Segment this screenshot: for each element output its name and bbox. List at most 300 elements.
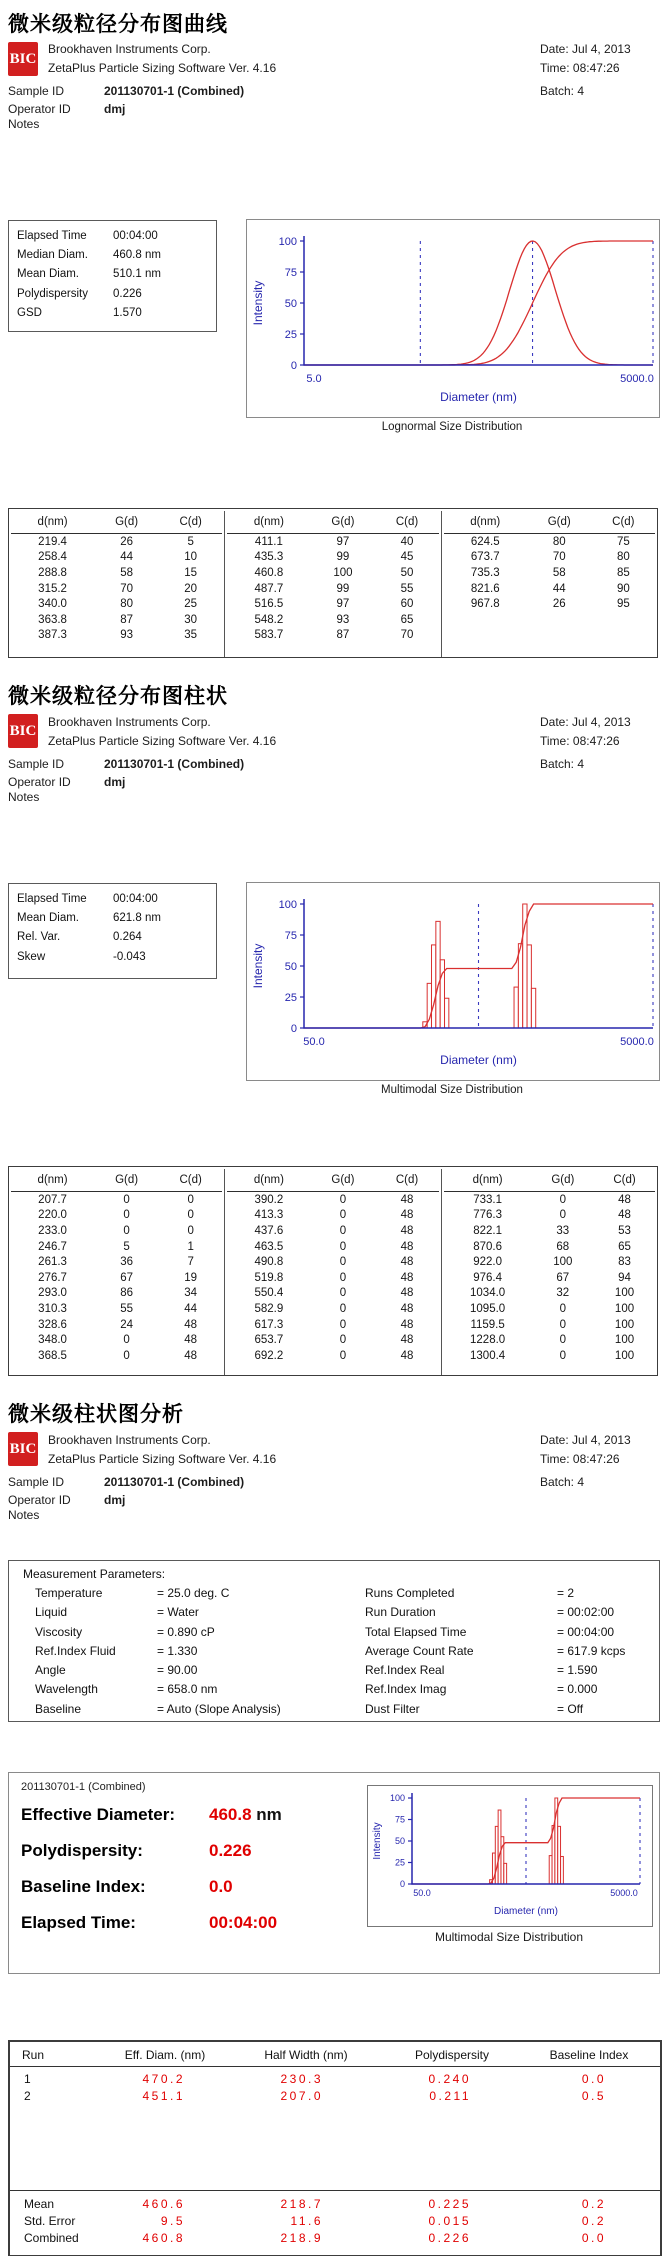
- results-panel: [8, 1772, 660, 1974]
- table-cell: 0: [123, 1334, 130, 1347]
- parameter-label: Average Count Rate: [365, 1643, 474, 1658]
- table-cell: 413.3: [254, 1209, 284, 1222]
- table-header-cell: d(nm): [11, 1169, 94, 1192]
- stat-label: Skew: [17, 950, 46, 963]
- table-cell: 0: [339, 1318, 347, 1331]
- table-cell: 48: [618, 1193, 631, 1206]
- batch-number: Batch: 4: [540, 84, 585, 98]
- table-cell: 48: [400, 1193, 414, 1206]
- table-row: [227, 550, 438, 566]
- table-cell: 735.3: [470, 566, 500, 579]
- table-cell: 48: [184, 1349, 198, 1362]
- measurement-parameters-title: Measurement Parameters:: [23, 1567, 166, 1581]
- table-cell: 583.7: [254, 629, 284, 642]
- table-cell: 99: [336, 551, 350, 564]
- table-cell: 44: [120, 551, 133, 564]
- lognormal-distribution-chart: [246, 219, 660, 418]
- table-cell: 653.7: [254, 1334, 284, 1347]
- result-row: [9, 1805, 369, 1829]
- table-header-cell: d(nm): [227, 511, 310, 534]
- table-row: [227, 1192, 438, 1208]
- table-row: [444, 1192, 655, 1208]
- parameter-value: = Off: [557, 1701, 584, 1716]
- run-results-table: [8, 2040, 662, 2256]
- run-header-cell: Eff. Diam. (nm): [124, 2048, 206, 2062]
- table-cell: 0: [187, 1209, 194, 1222]
- parameter-value: = 1.590: [557, 1663, 598, 1678]
- table-row: [444, 1270, 655, 1286]
- table-row: [11, 581, 222, 597]
- multimodal-chart-svg: [247, 883, 659, 1080]
- table-cell: 93: [120, 629, 133, 642]
- table-cell: 75: [616, 535, 630, 548]
- result-label: Polydispersity:: [21, 1841, 143, 1860]
- table-cell: 0: [339, 1224, 347, 1237]
- table-cell: 48: [400, 1224, 414, 1237]
- logo-text: BIC: [9, 50, 37, 67]
- table-row: [11, 1254, 222, 1270]
- table-row: [227, 1286, 438, 1302]
- table-row: [444, 1317, 655, 1333]
- svg-text:25: 25: [284, 328, 297, 341]
- run-value-cell: 460.8: [142, 2231, 185, 2245]
- table-cell: 100: [614, 1334, 635, 1347]
- table-row: [227, 612, 438, 628]
- table-cell: 83: [618, 1256, 631, 1269]
- table-row: [227, 1239, 438, 1255]
- table-cell: 100: [333, 566, 353, 579]
- table-row: [227, 581, 438, 597]
- header-underline: [10, 2066, 660, 2067]
- table-cell: 67: [120, 1271, 133, 1284]
- table-row: [227, 1301, 438, 1317]
- table-header-cell: d(nm): [444, 1169, 532, 1192]
- table-cell: 207.7: [38, 1193, 67, 1206]
- table-cell: 0: [559, 1318, 567, 1331]
- table-header-cell: G(d): [94, 511, 159, 534]
- table-row: [227, 1348, 438, 1364]
- table-cell: 65: [618, 1240, 631, 1253]
- table-cell: 48: [400, 1334, 414, 1347]
- svg-text:75: 75: [284, 929, 297, 942]
- result-number: 0.226: [209, 1841, 252, 1860]
- table-header-cell: G(d): [310, 1169, 375, 1192]
- table-row: [227, 1223, 438, 1239]
- table-header-row: [11, 511, 222, 534]
- software-version: ZetaPlus Particle Sizing Software Ver. 4.16: [48, 734, 277, 748]
- svg-text:75: 75: [284, 266, 297, 279]
- table-row: [444, 1239, 655, 1255]
- table-cell: 976.4: [473, 1271, 502, 1284]
- sample-id-value: 201130701-1 (Combined): [104, 84, 245, 98]
- table-header-cell: G(d): [94, 1169, 159, 1192]
- operator-id-value: dmj: [104, 775, 126, 789]
- table-cell: 519.8: [254, 1271, 284, 1284]
- result-unit: nm: [251, 1805, 282, 1824]
- table-cell: 390.2: [254, 1193, 284, 1206]
- run-value-cell: 218.9: [280, 2231, 323, 2245]
- sample-id-label: Sample ID: [8, 757, 65, 771]
- table-cell: 86: [120, 1287, 133, 1300]
- multimodal-distribution-table: [8, 1166, 658, 1376]
- table-cell: 368.5: [38, 1349, 67, 1362]
- lognormal-distribution-table: [8, 508, 658, 658]
- table-row: [11, 1239, 222, 1255]
- table-header-cell: C(d): [159, 511, 222, 534]
- svg-text:Diameter (nm): Diameter (nm): [440, 1053, 517, 1067]
- table-cell: 24: [120, 1318, 133, 1331]
- parameter-value: = 1.330: [157, 1643, 198, 1658]
- table-cell: 387.3: [38, 629, 67, 642]
- table-cell: 310.3: [38, 1302, 67, 1315]
- table-header-row: [11, 1169, 222, 1192]
- table-cell: 55: [400, 582, 414, 595]
- table-cell: 85: [616, 566, 630, 579]
- table-cell: 692.2: [254, 1349, 284, 1362]
- table-cell: 48: [184, 1334, 198, 1347]
- stat-label: Elapsed Time: [17, 230, 87, 242]
- table-row: [444, 1223, 655, 1239]
- report-time: Time: 08:47:26: [540, 734, 620, 748]
- table-cell: 20: [184, 582, 198, 595]
- svg-text:100: 100: [278, 898, 297, 911]
- table-cell: 0: [123, 1193, 130, 1206]
- table-cell: 0: [339, 1349, 347, 1362]
- lognormal-chart-caption: Lognormal Size Distribution: [381, 421, 523, 433]
- table-cell: 50: [400, 566, 414, 579]
- stat-value: 0.226: [113, 287, 142, 300]
- table-row: [227, 1208, 438, 1224]
- section3-title: 微米级柱状图分析: [8, 1403, 184, 1426]
- table-cell: 0: [123, 1209, 130, 1222]
- stat-label: Polydispersity: [17, 287, 88, 300]
- stat-row: [9, 285, 216, 304]
- table-row: [444, 534, 655, 550]
- brookhaven-logo-icon: [8, 1432, 38, 1466]
- stat-row: [9, 246, 216, 265]
- run-value-cell: 460.6: [142, 2197, 185, 2211]
- table-cell: 100: [614, 1349, 635, 1362]
- table-cell: 624.5: [470, 535, 500, 548]
- svg-text:100: 100: [389, 1793, 405, 1804]
- brookhaven-logo-icon: [8, 42, 38, 76]
- svg-text:Diameter (nm): Diameter (nm): [494, 1906, 558, 1917]
- table-cell: 99: [336, 582, 350, 595]
- stat-label: Mean Diam.: [17, 268, 79, 281]
- notes-label: Notes: [8, 1508, 40, 1522]
- table-row: [11, 1270, 222, 1286]
- table-cell: 548.2: [254, 613, 284, 626]
- measurement-parameters-box: [8, 1560, 660, 1722]
- notes-label: Notes: [8, 790, 40, 804]
- parameter-label: Ref.Index Real: [365, 1663, 445, 1678]
- parameter-value: = Auto (Slope Analysis): [157, 1701, 281, 1716]
- table-cell: 258.4: [38, 551, 67, 564]
- table-cell: 58: [120, 566, 133, 579]
- table-cell: 0: [339, 1287, 347, 1300]
- report-date: Date: Jul 4, 2013: [540, 42, 631, 56]
- parameter-label: Baseline: [35, 1701, 82, 1716]
- table-cell: 26: [552, 598, 566, 611]
- measurement-parameters-right-column: [365, 1584, 625, 1719]
- svg-text:100: 100: [278, 235, 297, 248]
- table-header-cell: G(d): [532, 1169, 594, 1192]
- table-row: [444, 565, 655, 581]
- table-row: [11, 1317, 222, 1333]
- table-row: [11, 1332, 222, 1348]
- table-cell: 261.3: [38, 1256, 67, 1269]
- parameter-label: Total Elapsed Time: [365, 1624, 467, 1639]
- svg-text:5000.0: 5000.0: [610, 1888, 638, 1898]
- table-cell: 516.5: [254, 598, 284, 611]
- parameter-label: Angle: [35, 1663, 66, 1678]
- table-cell: 1034.0: [470, 1287, 506, 1300]
- brookhaven-logo-icon: [8, 714, 38, 748]
- table-cell: 487.7: [254, 582, 284, 595]
- company-name: Brookhaven Instruments Corp.: [48, 715, 211, 729]
- table-cell: 94: [618, 1271, 631, 1284]
- table-cell: 97: [336, 598, 350, 611]
- table-cell: 1: [187, 1240, 194, 1253]
- result-number: 0.0: [209, 1877, 233, 1896]
- table-row: [444, 596, 655, 612]
- table-cell: 967.8: [470, 598, 500, 611]
- parameter-value: = 00:02:00: [557, 1605, 615, 1620]
- table-row: [444, 1348, 655, 1364]
- distribution-subtable: [11, 511, 222, 643]
- table-header-cell: C(d): [159, 1169, 222, 1192]
- svg-text:5000.0: 5000.0: [620, 373, 654, 385]
- table-row: [11, 628, 222, 644]
- table-cell: 733.1: [473, 1193, 502, 1206]
- stat-label: Rel. Var.: [17, 931, 61, 944]
- table-row: [444, 581, 655, 597]
- result-value: [209, 1805, 282, 1825]
- operator-id-value: dmj: [104, 1493, 126, 1507]
- summary-label: Std. Error: [24, 2214, 76, 2228]
- table-cell: 48: [400, 1209, 414, 1222]
- table-cell: 0: [187, 1224, 194, 1237]
- logo-text: BIC: [9, 1440, 37, 1457]
- table-cell: 363.8: [38, 613, 67, 626]
- table-cell: 437.6: [254, 1224, 284, 1237]
- report-date: Date: Jul 4, 2013: [540, 1433, 631, 1447]
- run-value-cell: 9.5: [160, 2214, 185, 2228]
- table-cell: 411.1: [254, 535, 283, 548]
- table-cell: 70: [552, 551, 566, 564]
- stat-row: [9, 948, 216, 967]
- table-row: [227, 1317, 438, 1333]
- table-cell: 100: [614, 1287, 635, 1300]
- parameter-value: = 0.890 cP: [157, 1624, 215, 1639]
- table-column-group: [224, 511, 440, 657]
- run-number-cell: 2: [24, 2089, 31, 2103]
- table-cell: 0: [123, 1349, 130, 1362]
- table-cell: 315.2: [38, 582, 67, 595]
- table-cell: 33: [556, 1224, 570, 1237]
- table-cell: 100: [614, 1318, 635, 1331]
- stat-value: 1.570: [113, 306, 142, 319]
- table-cell: 0: [559, 1349, 567, 1362]
- table-cell: 80: [552, 535, 566, 548]
- table-cell: 246.7: [38, 1240, 67, 1253]
- summary-label: Combined: [24, 2231, 79, 2245]
- table-cell: 32: [556, 1287, 570, 1300]
- result-number: 00:04:00: [209, 1913, 278, 1932]
- table-cell: 0: [339, 1271, 347, 1284]
- run-value-cell: 0.225: [428, 2197, 471, 2211]
- table-cell: 70: [400, 629, 414, 642]
- table-column-group: [224, 1169, 440, 1375]
- stat-value: 00:04:00: [113, 893, 158, 905]
- table-cell: 870.6: [473, 1240, 502, 1253]
- table-cell: 80: [616, 551, 630, 564]
- table-cell: 0: [123, 1224, 130, 1237]
- results-mini-chart: [367, 1785, 653, 1927]
- table-cell: 34: [184, 1287, 198, 1300]
- distribution-subtable: [227, 511, 438, 643]
- svg-text:50: 50: [284, 297, 297, 310]
- table-cell: 0: [339, 1193, 347, 1206]
- sample-id-label: Sample ID: [8, 1475, 65, 1489]
- table-cell: 582.9: [254, 1302, 284, 1315]
- table-header-cell: d(nm): [11, 511, 94, 534]
- parameter-label: Ref.Index Fluid: [35, 1643, 116, 1658]
- parameter-value: = 0.000: [557, 1682, 598, 1697]
- table-cell: 1228.0: [470, 1334, 506, 1347]
- table-cell: 48: [400, 1349, 414, 1362]
- table-cell: 233.0: [38, 1224, 67, 1237]
- results-sample-id: 201130701-1 (Combined): [21, 1781, 146, 1793]
- run-header-cell: Run: [22, 2048, 45, 2062]
- run-value-cell: 0.0: [581, 2231, 606, 2245]
- measurement-parameters-left-column: [35, 1584, 281, 1719]
- table-cell: 276.7: [38, 1271, 67, 1284]
- result-label: Elapsed Time:: [21, 1913, 136, 1932]
- table-row: [11, 1286, 222, 1302]
- table-row: [11, 534, 222, 550]
- distribution-subtable: [444, 511, 655, 612]
- table-row: [11, 550, 222, 566]
- table-cell: 328.6: [38, 1318, 67, 1331]
- table-cell: 55: [120, 1302, 133, 1315]
- table-row: [11, 1223, 222, 1239]
- parameter-label: Runs Completed: [365, 1586, 455, 1600]
- stat-value: 510.1 nm: [113, 268, 161, 281]
- table-cell: 288.8: [38, 566, 67, 579]
- table-cell: 340.0: [38, 598, 67, 611]
- parameter-value: = 00:04:00: [557, 1624, 615, 1639]
- run-value-cell: 451.1: [142, 2089, 185, 2103]
- multimodal-chart-caption: Multimodal Size Distribution: [381, 1084, 523, 1096]
- report-time: Time: 08:47:26: [540, 61, 620, 75]
- table-header-cell: d(nm): [444, 511, 527, 534]
- table-cell: 48: [400, 1318, 414, 1331]
- table-column-group: [441, 511, 657, 657]
- table-cell: 673.7: [470, 551, 500, 564]
- stat-value: -0.043: [113, 950, 146, 963]
- results-mini-chart-svg: [368, 1786, 652, 1926]
- table-cell: 26: [120, 535, 133, 548]
- summary-divider: [10, 2190, 660, 2191]
- run-value-cell: 0.226: [428, 2231, 471, 2245]
- table-cell: 463.5: [254, 1240, 284, 1253]
- table-cell: 68: [556, 1240, 570, 1253]
- run-value-cell: 230.3: [280, 2072, 323, 2086]
- table-cell: 15: [184, 566, 198, 579]
- table-cell: 348.0: [38, 1334, 67, 1347]
- table-header-row: [444, 511, 655, 534]
- table-cell: 48: [618, 1209, 631, 1222]
- table-cell: 44: [184, 1302, 198, 1315]
- table-cell: 67: [556, 1271, 570, 1284]
- software-version: ZetaPlus Particle Sizing Software Ver. 4.16: [48, 1452, 277, 1466]
- run-value-cell: 218.7: [280, 2197, 323, 2211]
- table-cell: 40: [400, 535, 414, 548]
- svg-text:Diameter (nm): Diameter (nm): [440, 390, 517, 404]
- run-value-cell: 0.0: [581, 2072, 606, 2086]
- table-row: [444, 1332, 655, 1348]
- table-cell: 60: [400, 598, 414, 611]
- table-cell: 293.0: [38, 1287, 67, 1300]
- table-row: [444, 1286, 655, 1302]
- stat-value: 00:04:00: [113, 230, 158, 242]
- table-row: [227, 565, 438, 581]
- distribution-subtable: [11, 1169, 222, 1364]
- multimodal-distribution-chart: [246, 882, 660, 1081]
- table-row: [11, 1301, 222, 1317]
- result-value: [209, 1913, 277, 1933]
- table-cell: 80: [120, 598, 133, 611]
- stat-value: 621.8 nm: [113, 912, 161, 925]
- table-cell: 95: [616, 598, 630, 611]
- table-column-group: [441, 1169, 657, 1375]
- table-row: [444, 1301, 655, 1317]
- run-value-cell: 470.2: [142, 2072, 185, 2086]
- table-cell: 5: [123, 1240, 130, 1253]
- table-cell: 460.8: [254, 566, 284, 579]
- table-header-cell: C(d): [375, 511, 438, 534]
- table-cell: 0: [559, 1334, 567, 1347]
- table-row: [227, 1332, 438, 1348]
- run-header-cell: Polydispersity: [414, 2048, 490, 2062]
- table-cell: 36: [120, 1256, 133, 1269]
- table-cell: 35: [184, 629, 198, 642]
- table-cell: 48: [400, 1287, 414, 1300]
- stat-row: [9, 265, 216, 284]
- result-value: [209, 1841, 252, 1861]
- run-header-cell: Baseline Index: [549, 2048, 629, 2062]
- table-cell: 490.8: [254, 1256, 284, 1269]
- table-cell: 1159.5: [470, 1318, 505, 1331]
- table-row: [227, 628, 438, 644]
- report-date: Date: Jul 4, 2013: [540, 715, 631, 729]
- svg-text:0: 0: [290, 1022, 297, 1035]
- run-value-cell: 0.211: [429, 2089, 471, 2103]
- table-cell: 58: [552, 566, 566, 579]
- operator-id-label: Operator ID: [8, 775, 71, 789]
- stat-row: [9, 890, 216, 909]
- table-header-row: [227, 511, 438, 534]
- parameter-value: = 2: [557, 1586, 575, 1600]
- parameter-label: Ref.Index Imag: [365, 1682, 447, 1697]
- table-row: [11, 612, 222, 628]
- distribution-subtable: [227, 1169, 438, 1364]
- stat-label: Median Diam.: [17, 249, 88, 262]
- operator-id-label: Operator ID: [8, 1493, 71, 1507]
- table-cell: 97: [336, 535, 350, 548]
- table-cell: 100: [553, 1256, 573, 1269]
